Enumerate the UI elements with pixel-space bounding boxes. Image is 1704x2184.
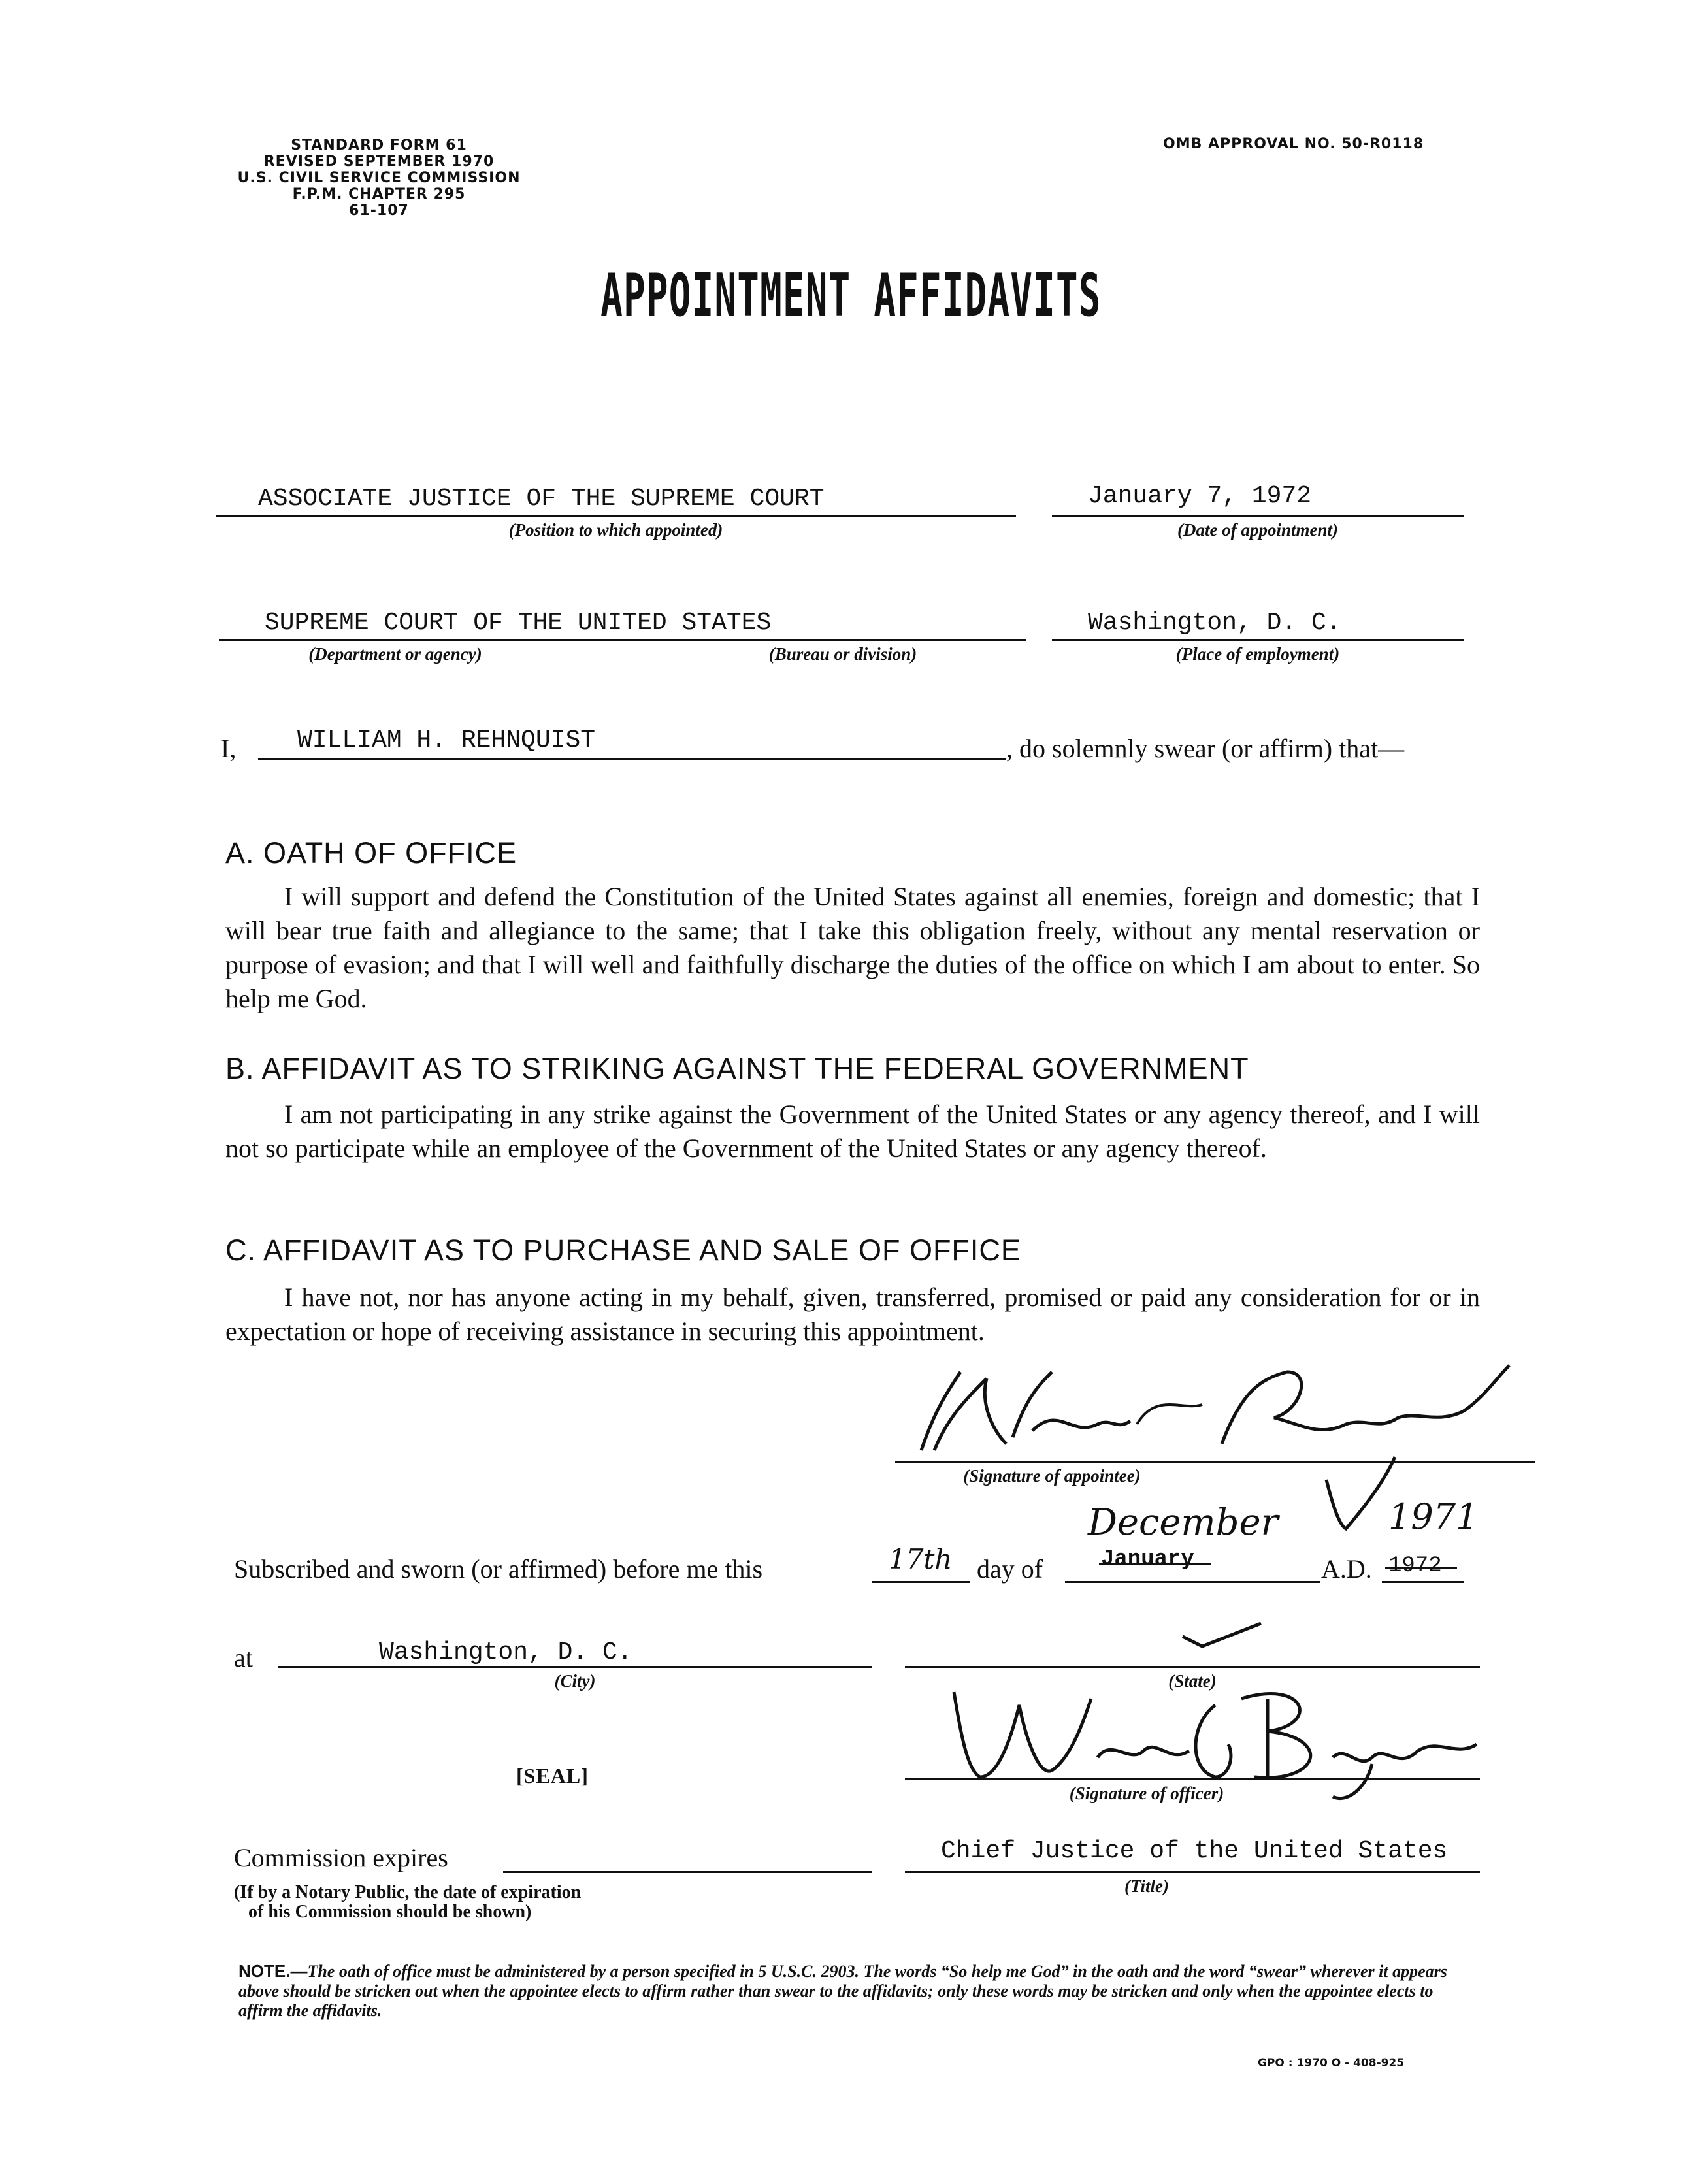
gpo-code: GPO : 1970 O - 408-925 — [1258, 2057, 1405, 2070]
appointee-signature — [895, 1352, 1535, 1476]
year-line — [1382, 1581, 1464, 1583]
form-line: U.S. CIVIL SERVICE COMMISSION — [237, 170, 521, 186]
year-strike — [1385, 1567, 1457, 1569]
place-label: (Place of employment) — [1175, 644, 1340, 664]
footer-note — [238, 1961, 1480, 2021]
omb-approval: OMB APPROVAL NO. 50-R0118 — [1163, 136, 1424, 152]
department-value: SUPREME COURT OF THE UNITED STATES — [265, 609, 772, 637]
date-line — [1052, 515, 1464, 517]
sworn-day-of: day of — [977, 1554, 1043, 1584]
date-label: (Date of appointment) — [1177, 520, 1338, 540]
position-label: (Position to which appointed) — [508, 520, 723, 540]
place-value: Washington, D. C. — [1088, 609, 1341, 637]
commission-line — [503, 1871, 872, 1873]
commission-note-line: (If by a Notary Public, the date of expiration — [234, 1882, 582, 1902]
month-strike — [1099, 1563, 1211, 1565]
city-value: Washington, D. C. — [379, 1638, 632, 1667]
name-line — [258, 758, 1006, 760]
officer-signature-label: (Signature of officer) — [1069, 1784, 1224, 1803]
tick-mark-icon — [1176, 1617, 1268, 1650]
sworn-year-typed: 1972 — [1388, 1554, 1442, 1578]
appointee-signature-line — [895, 1461, 1535, 1463]
department-line — [219, 639, 1026, 641]
at-label: at — [234, 1643, 253, 1672]
name-prefix: I, — [221, 734, 237, 763]
officer-title-value: Chief Justice of the United States — [941, 1837, 1448, 1865]
form-identifier — [196, 137, 562, 219]
form-line: 61-107 — [349, 203, 409, 219]
section-b-text: I am not participating in any strike against the Government of the United States or any agency thereof, and I will not so participate while an employee of the Government of the United States or any agency thereof. — [225, 1100, 1480, 1163]
officer-title-label: (Title) — [1124, 1876, 1169, 1896]
position-line — [216, 515, 1016, 517]
page-title: APPOINTMENT AFFIDAVITS — [600, 261, 1102, 330]
commission-note — [234, 1883, 581, 1922]
position-value: ASSOCIATE JUSTICE OF THE SUPREME COURT — [258, 485, 825, 513]
section-c-heading: C. AFFIDAVIT AS TO PURCHASE AND SALE OF OFFICE — [225, 1233, 1021, 1267]
section-b-heading: B. AFFIDAVIT AS TO STRIKING AGAINST THE FEDERAL GOVERNMENT — [225, 1052, 1249, 1085]
sworn-month-handwritten: December — [1088, 1501, 1279, 1544]
state-label: (State) — [1168, 1671, 1217, 1691]
commission-note-line: of his Commission should be shown) — [248, 1902, 532, 1922]
place-line — [1052, 639, 1464, 641]
form-line: STANDARD FORM 61 — [291, 137, 467, 154]
date-value: January 7, 1972 — [1088, 482, 1312, 510]
section-a-heading: A. OATH OF OFFICE — [225, 836, 517, 870]
sworn-day: 17th — [889, 1543, 953, 1575]
note-text: The oath of office must be administered by a person specified in 5 U.S.C. 2903. The words “So help me God” in the oath and the word “swear” wherever it appears above should be stricken out when the appointee elects to affirm rather than swear to the affidavits; only these words may be stricken and only when the appointee elects to affirm the affidavits. — [238, 1962, 1447, 2020]
section-a-text: I will support and defend the Constitution of the United States against all enemies, foreign and domestic; that I will bear true faith and allegiance to the same; that I take this obligation freely, without any mental reservation or purpose of evasion; and that I will well and faithfully discharge the duties of the office on which I am about to enter. So help me God. — [225, 882, 1480, 1013]
note-label: NOTE.— — [238, 1961, 308, 1981]
sworn-prefix: Subscribed and sworn (or affirmed) before me this — [234, 1554, 763, 1584]
month-line — [1065, 1581, 1320, 1583]
officer-title-line — [905, 1871, 1480, 1873]
seal-label: [SEAL] — [516, 1764, 589, 1787]
bureau-label: (Bureau or division) — [768, 644, 917, 664]
officer-signature-line — [905, 1778, 1480, 1780]
appointee-signature-label: (Signature of appointee) — [963, 1466, 1141, 1486]
commission-label: Commission expires — [234, 1843, 448, 1872]
sworn-year-handwritten: 1971 — [1388, 1496, 1479, 1537]
city-line — [278, 1666, 872, 1668]
day-line — [872, 1581, 970, 1583]
form-line: F.P.M. CHAPTER 295 — [292, 186, 466, 203]
appointee-name: WILLIAM H. REHNQUIST — [297, 726, 596, 755]
state-line — [905, 1666, 1480, 1668]
form-line: REVISED SEPTEMBER 1970 — [263, 154, 495, 170]
city-label: (City) — [554, 1671, 596, 1691]
section-c-text: I have not, nor has anyone acting in my behalf, given, transferred, promised or paid any consideration for or in expectation or hope of receiving assistance in securing this appointment. — [225, 1282, 1480, 1346]
swear-text: , do solemnly swear (or affirm) that— — [1006, 734, 1405, 763]
department-label: (Department or agency) — [308, 644, 482, 664]
sworn-ad: A.D. — [1321, 1554, 1372, 1584]
sworn-month-typed: January — [1101, 1547, 1194, 1572]
